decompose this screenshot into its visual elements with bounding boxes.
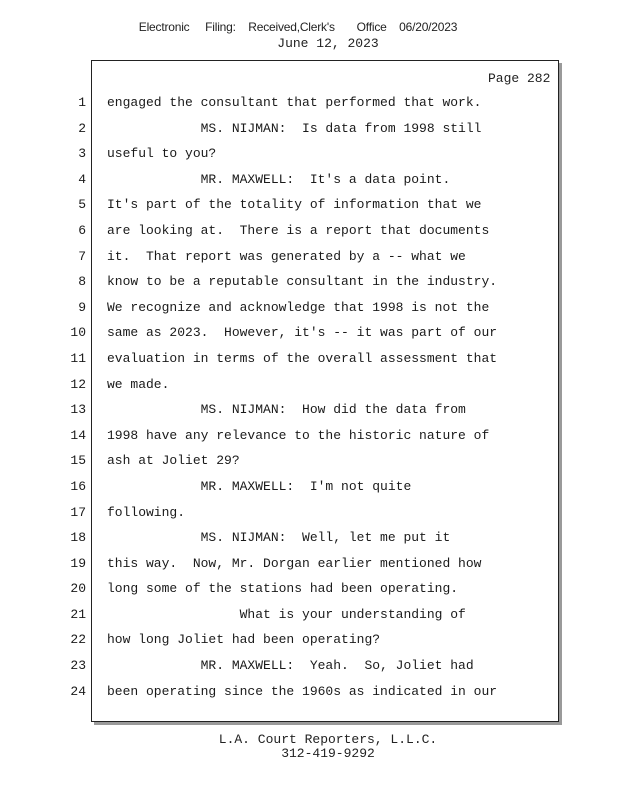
transcript-line: MS. NIJMAN: Well, let me put it — [107, 530, 451, 546]
line-number: 4 — [78, 171, 86, 187]
line-number: 23 — [70, 658, 86, 674]
transcript-line: It's part of the totality of information that we — [107, 197, 482, 213]
line-number: 13 — [70, 402, 86, 418]
transcript-line: engaged the consultant that performed that work. — [107, 95, 482, 110]
transcript-line: evaluation in terms of the overall assessment that — [107, 350, 498, 366]
transcript-line: this way. Now, Mr. Dorgan earlier mentioned how — [107, 555, 482, 571]
transcript-line: are looking at. There is a report that documents — [107, 222, 490, 238]
transcript-line: What is your understanding of — [107, 606, 466, 622]
reporter-phone: 312-419-9292 — [281, 746, 375, 761]
transcript-line: following. — [107, 504, 186, 520]
line-number: 20 — [70, 581, 86, 597]
line-number: 24 — [70, 683, 86, 699]
transcript-line: how long Joliet had been operating? — [107, 632, 381, 648]
filing-stamp: Electronic Filing: Received,Clerk's Office 06/20/2023 — [138, 20, 458, 34]
line-number: 17 — [70, 504, 86, 520]
transcript-line: same as 2023. However, it's -- it was part of our — [107, 325, 498, 341]
line-number: 15 — [70, 453, 86, 469]
reporter-footer — [0, 733, 618, 761]
transcript-line: We recognize and acknowledge that 1998 is not the — [107, 299, 490, 315]
transcript-text-column — [107, 94, 547, 708]
page-number: Page 282 — [488, 71, 551, 86]
transcript-line: ash at Joliet 29? — [107, 453, 240, 469]
line-number: 16 — [70, 478, 86, 494]
transcript-line: MS. NIJMAN: How did the data from — [107, 402, 466, 418]
line-number: 11 — [70, 350, 86, 366]
line-number: 22 — [70, 632, 86, 648]
line-number: 12 — [70, 376, 86, 392]
line-number: 18 — [70, 530, 86, 546]
transcript-line: MR. MAXWELL: It's a data point. — [107, 171, 451, 187]
line-number: 9 — [78, 299, 86, 315]
reporter-company: L.A. Court Reporters, L.L.C. — [218, 732, 438, 747]
transcript-date: June 12, 2023 — [277, 36, 379, 51]
line-number: 8 — [78, 274, 86, 290]
transcript-line: been operating since the 1960s as indicated in our — [107, 683, 498, 699]
transcript-line: 1998 have any relevance to the historic nature of — [107, 427, 490, 443]
line-number: 6 — [78, 222, 86, 238]
line-number: 5 — [78, 197, 86, 213]
line-number: 2 — [78, 120, 86, 136]
line-number: 14 — [70, 427, 86, 443]
line-number: 19 — [70, 555, 86, 571]
line-number: 7 — [78, 248, 86, 264]
line-number: 3 — [78, 146, 86, 162]
line-number: 21 — [70, 606, 86, 622]
transcript-line: know to be a reputable consultant in the industry. — [107, 274, 498, 290]
transcript-line: we made. — [107, 376, 170, 392]
transcript-line: MR. MAXWELL: Yeah. So, Joliet had — [107, 658, 474, 674]
transcript-line: useful to you? — [107, 146, 217, 162]
transcript-line: MR. MAXWELL: I'm not quite — [107, 478, 412, 494]
transcript-line: long some of the stations had been operating. — [107, 581, 459, 597]
line-number: 10 — [70, 325, 86, 341]
line-number: 1 — [78, 95, 86, 110]
transcript-line: it. That report was generated by a -- what we — [107, 248, 466, 264]
line-number-column — [60, 94, 86, 708]
transcript-line: MS. NIJMAN: Is data from 1998 still — [107, 120, 482, 136]
